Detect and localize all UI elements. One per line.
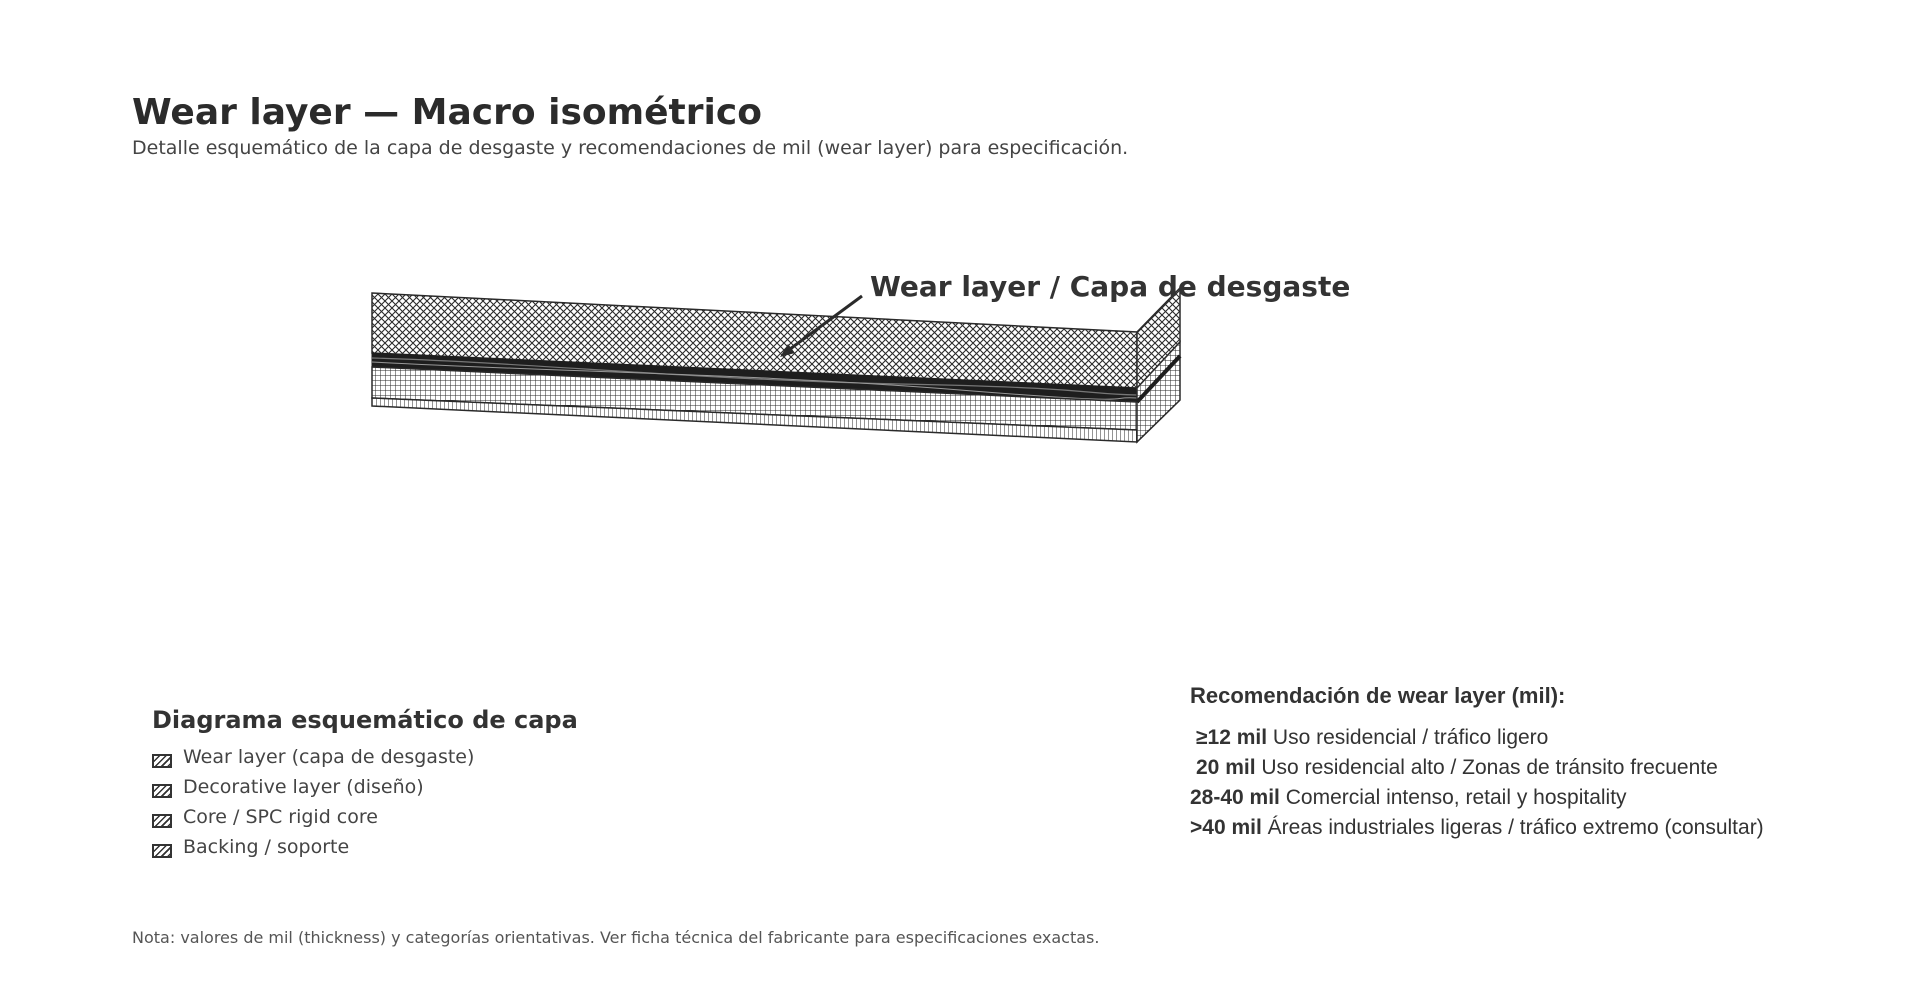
legend-item-label: Wear layer (capa de desgaste) — [183, 746, 475, 768]
hatch-swatch-icon — [152, 754, 172, 768]
recommendation-row — [1190, 723, 1764, 753]
legend — [152, 706, 578, 862]
hatch-swatch-icon — [152, 844, 172, 858]
page-title: Wear layer — Macro isométrico — [132, 92, 762, 133]
legend-item-decorative — [152, 772, 578, 802]
recommendation-mil: 28-40 mil — [1190, 786, 1280, 809]
recommendation-row — [1190, 783, 1764, 813]
page-subtitle: Detalle esquemático de la capa de desgaste y recomendaciones de mil (wear layer) para especificación. — [132, 137, 1129, 159]
recommendation-mil: ≥12 mil — [1196, 726, 1268, 749]
recommendation-row — [1190, 753, 1764, 783]
recommendation-desc: Uso residencial / tráfico ligero — [1272, 726, 1549, 749]
wear-layer-callout: Wear layer / Capa de desgaste — [870, 270, 1351, 303]
recommendation-mil: 20 mil — [1196, 756, 1256, 779]
legend-item-wear — [152, 742, 578, 772]
recommendation-row — [1190, 813, 1764, 843]
legend-item-label: Decorative layer (diseño) — [183, 776, 424, 798]
recommendation-desc: Áreas industriales ligeras / tráfico extremo (consultar) — [1267, 816, 1764, 839]
recommendation-mil: >40 mil — [1190, 816, 1262, 839]
legend-item-label: Backing / soporte — [183, 836, 350, 858]
legend-item-backing — [152, 832, 578, 862]
recommendations-title: Recomendación de wear layer (mil): — [1190, 683, 1566, 708]
recommendation-desc: Comercial intenso, retail y hospitality — [1285, 786, 1627, 809]
hatch-swatch-icon — [152, 814, 172, 828]
recommendation-desc: Uso residencial alto / Zonas de tránsito frecuente — [1261, 756, 1718, 779]
hatch-swatch-icon — [152, 784, 172, 798]
wear-layer-recommendations — [1190, 683, 1764, 843]
legend-item-label: Core / SPC rigid core — [183, 806, 378, 828]
legend-title: Diagrama esquemático de capa — [152, 706, 578, 734]
legend-item-core — [152, 802, 578, 832]
footnote: Nota: valores de mil (thickness) y categorías orientativas. Ver ficha técnica del fabricante para especificaciones exactas. — [132, 928, 1100, 947]
